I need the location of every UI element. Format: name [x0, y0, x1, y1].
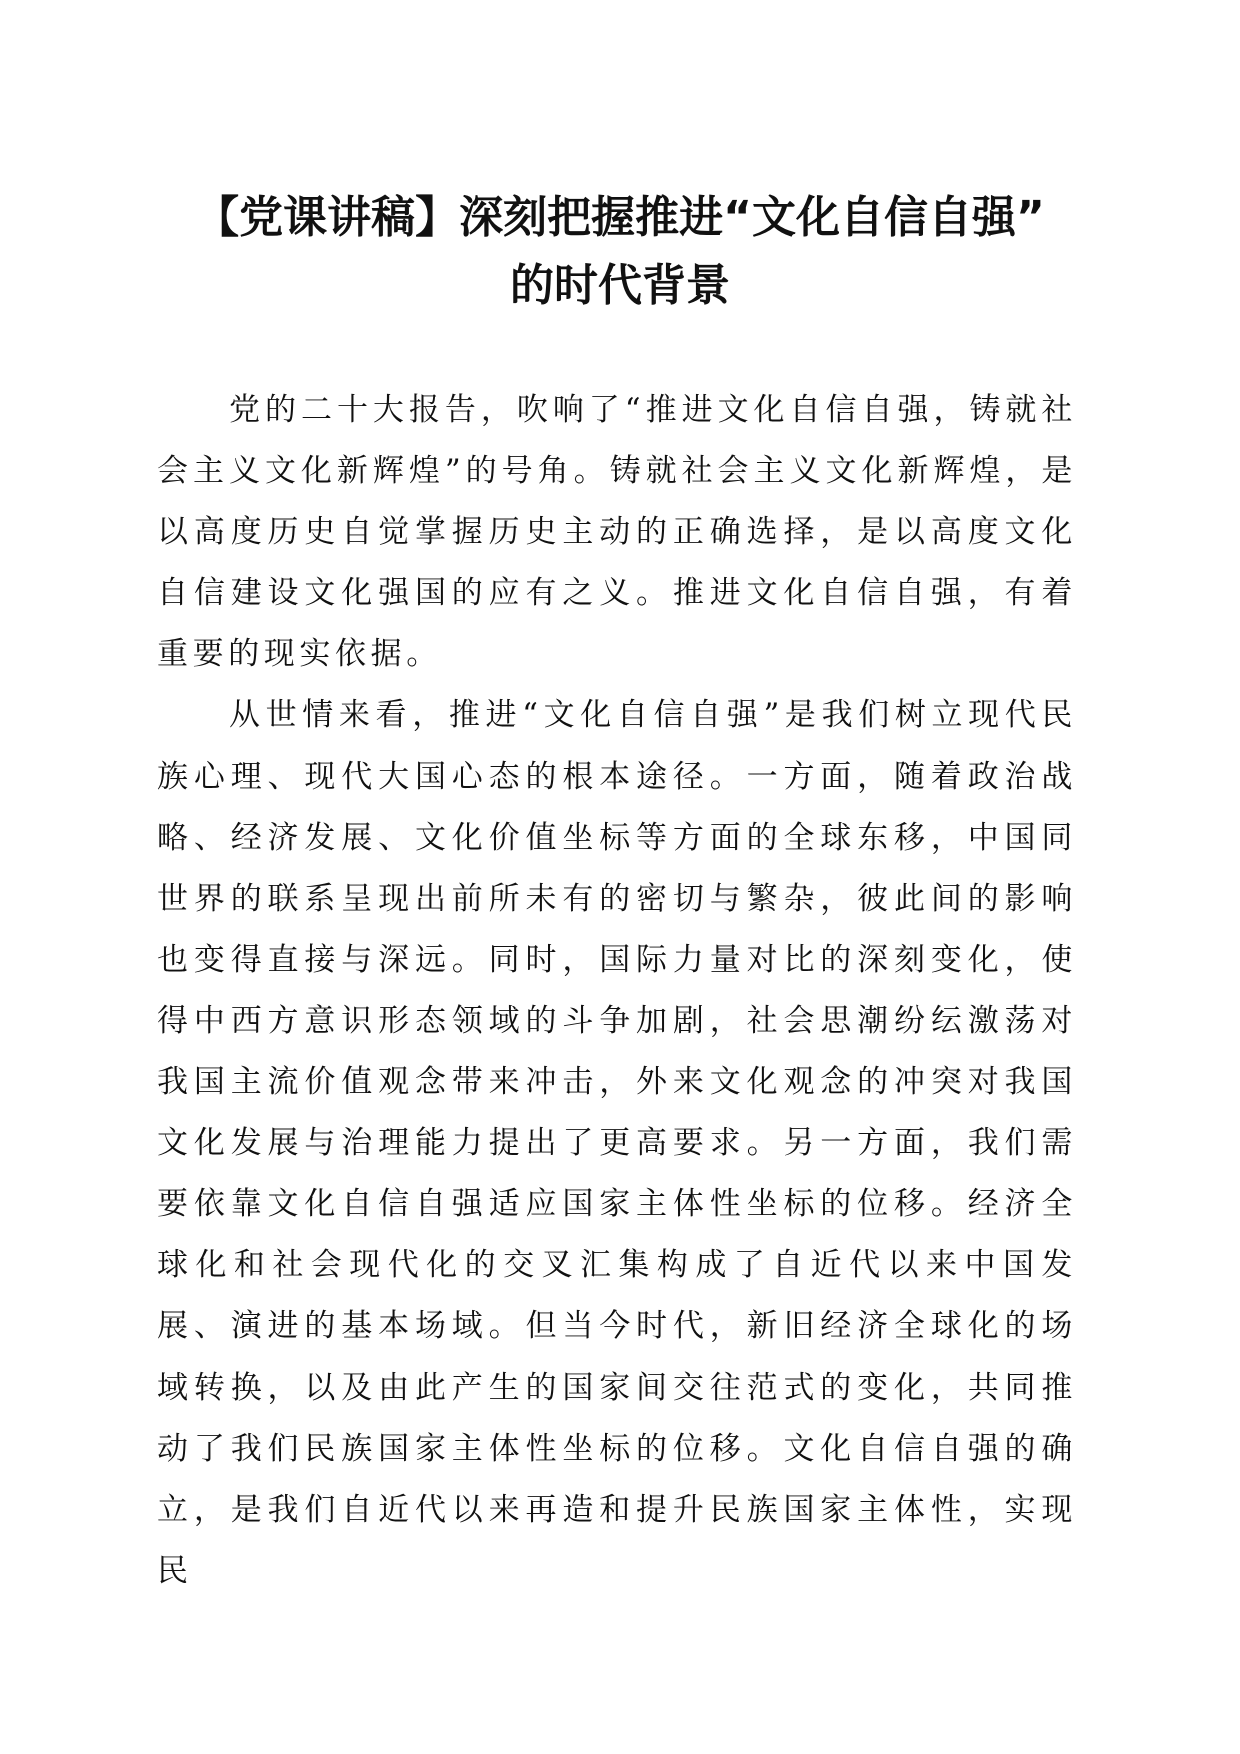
title-line-2: 的时代背景 — [510, 260, 730, 311]
paragraph-2: 从世情来看，推进“文化自信自强”是我们树立现代民族心理、现代大国心态的根本途径。一方面，随着政治战略、经济发展、文化价值坐标等方面的全球东移，中国同世界的联系呈现出前所未有的密切与繁杂，彼此间的影响也变得直接与深远。同时，国际力量对比的深刻变化，使得中西方意识形态领域的斗争加剧，社会思潮纷纭激荡对我国主流价值观念带来冲击，外来文化观念的冲突对我国文化发展与治理能力提出了更高要求。另一方面，我们需要依靠文化自信自强适应国家主体性坐标的位移。经济全球化和社会现代化的交叉汇集构成了自近代以来中国发展、演进的基本场域。但当今时代，新旧经济全球化的场域转换，以及由此产生的国家间交往范式的变化，共同推动了我们民族国家主体性坐标的位移。文化自信自强的确立，是我们自近代以来再造和提升民族国家主体性，实现民 — [157, 697, 1077, 1589]
title-line-1: 【党课讲稿】深刻把握推进“文化自信自强” — [195, 192, 1045, 243]
paragraph-1: 党的二十大报告，吹响了“推进文化自信自强，铸就社会主义文化新辉煌”的号角。铸就社会主义文化新辉煌，是以高度历史自觉掌握历史主动的正确选择，是以高度文化自信建设文化强国的应有之义。推进文化自信自强，有着重要的现实依据。 — [157, 392, 1077, 673]
document-title — [150, 184, 1090, 320]
document-body — [157, 380, 1077, 1602]
